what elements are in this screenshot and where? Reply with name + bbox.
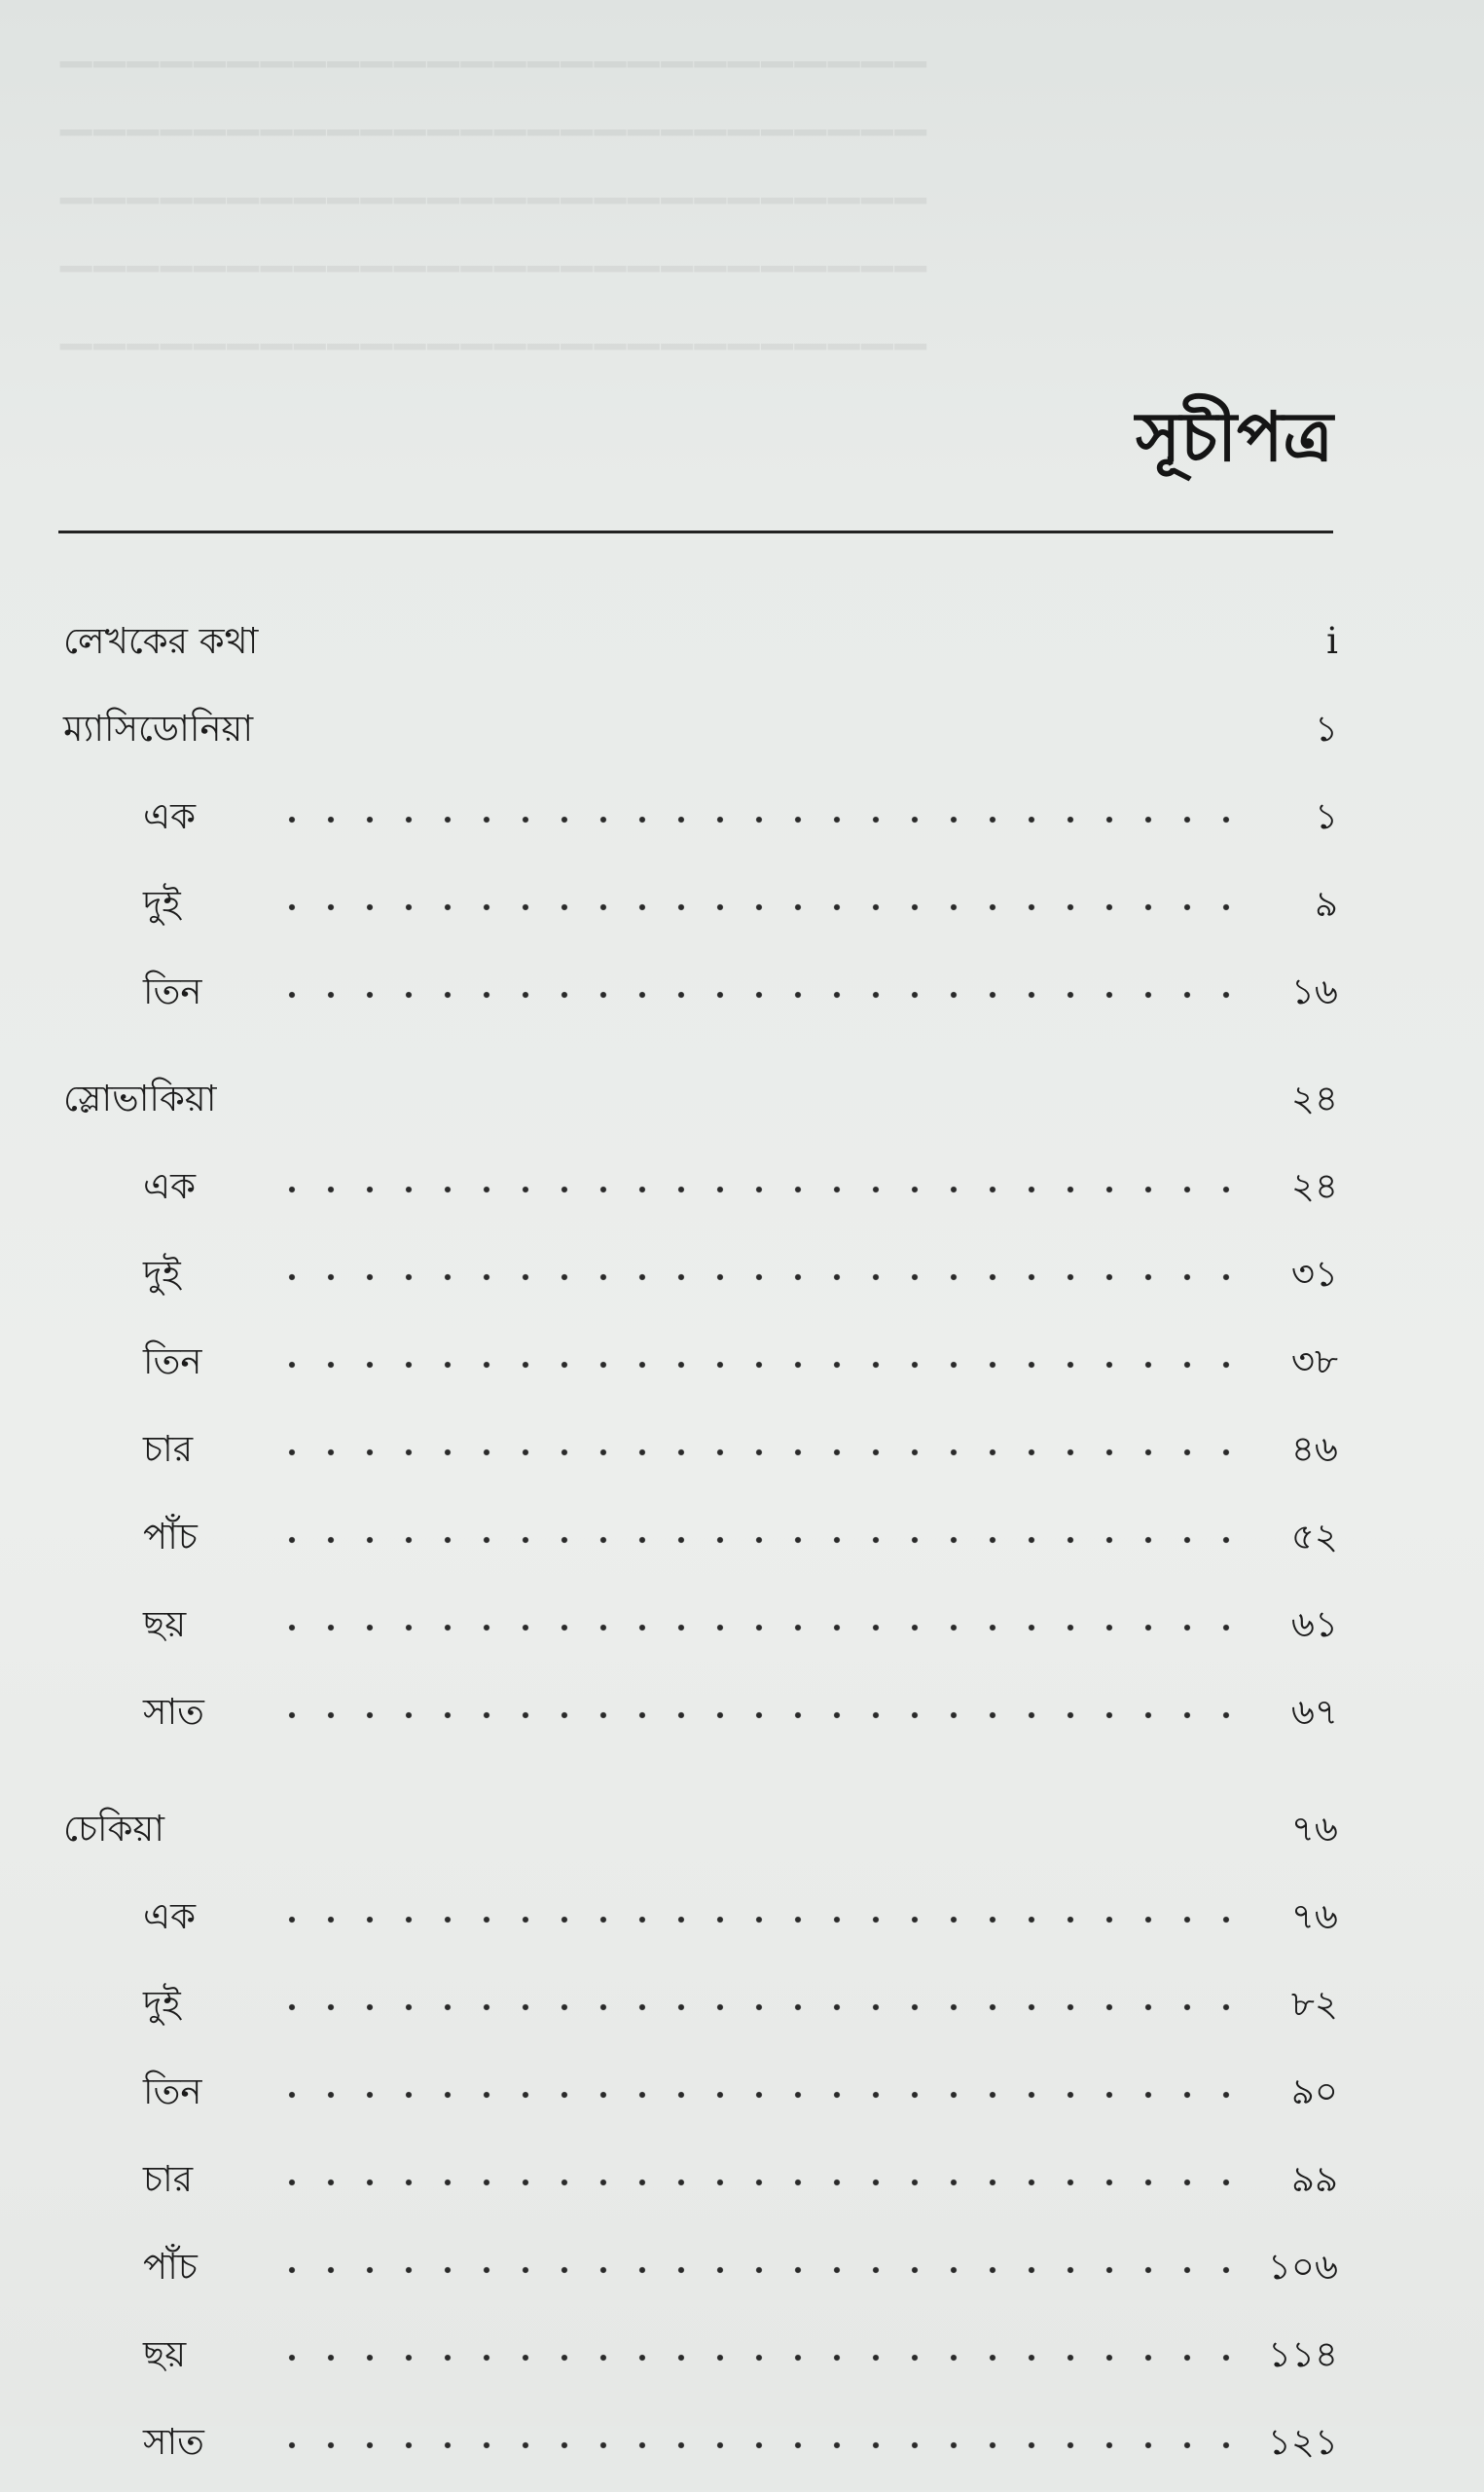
toc-chapter-entry — [63, 2158, 1338, 2229]
dot-leader — [272, 812, 1255, 827]
toc-section-entry — [63, 708, 1338, 779]
toc-page-number: ৭৬ — [1290, 1808, 1338, 1850]
toc-page-number: ৩১ — [1290, 1253, 1338, 1295]
dot-leader — [272, 1707, 1255, 1723]
dot-leader — [272, 2350, 1255, 2365]
dot-leader — [272, 987, 1255, 1003]
toc-entry-title: ছয় — [143, 2333, 187, 2375]
toc-chapter-entry — [63, 2421, 1338, 2492]
toc-page-number: ২৪ — [1290, 1165, 1338, 1207]
toc-entry-title: তিন — [143, 1340, 202, 1382]
toc-entry-title: দুই — [143, 883, 181, 925]
toc-page-number: ৯ — [1314, 883, 1338, 925]
toc-entry-title: ছয় — [143, 1603, 187, 1645]
toc-section-entry — [63, 1808, 1338, 1879]
toc-entry-title: সাত — [143, 1691, 204, 1733]
toc-page-number: ১০৬ — [1267, 2246, 1338, 2288]
dot-leader — [272, 1532, 1255, 1548]
toc-page-number: ১২১ — [1267, 2421, 1338, 2463]
toc-page-number: ১ — [1314, 708, 1338, 750]
bleed-through: ▁▁▁▁▁▁▁▁▁▁▁▁▁▁▁▁▁▁▁▁▁▁▁▁▁▁ — [58, 19, 926, 67]
toc-chapter-entry — [63, 795, 1338, 866]
dot-leader — [272, 899, 1255, 915]
toc-entry-title: সাত — [143, 2421, 204, 2463]
dot-leader — [272, 2437, 1255, 2453]
toc-entry-title: ম্যাসিডোনিয়া — [63, 708, 254, 750]
toc-entry-title: তিন — [143, 2071, 202, 2112]
dot-leader — [272, 1912, 1255, 1927]
dot-leader — [272, 1357, 1255, 1373]
dot-leader — [272, 1269, 1255, 1285]
toc-chapter-entry — [63, 883, 1338, 954]
toc-entry-title: চার — [143, 1428, 194, 1470]
toc-chapter-entry — [63, 1603, 1338, 1674]
toc-chapter-entry — [63, 1165, 1338, 1236]
toc-chapter-entry — [63, 2333, 1338, 2404]
toc-page-number: i — [1326, 620, 1338, 662]
toc-page-number: ৫২ — [1290, 1516, 1338, 1558]
toc-entry-title: এক — [143, 1895, 197, 1937]
toc-page-number: ৯০ — [1290, 2071, 1338, 2112]
toc-page-number: ৬১ — [1290, 1603, 1338, 1645]
toc-entry-title: দুই — [143, 1983, 181, 2025]
toc-page-number: ৮২ — [1290, 1983, 1338, 2025]
toc-chapter-entry — [63, 1895, 1338, 1966]
toc-page-number: ১১৪ — [1267, 2333, 1338, 2375]
dot-leader — [272, 1445, 1255, 1460]
toc-page-number: ৬৭ — [1290, 1691, 1338, 1733]
toc-entry-title: তিন — [143, 971, 202, 1012]
toc-chapter-entry — [63, 1983, 1338, 2054]
bleed-through: ▁▁▁▁▁▁▁▁▁▁▁▁▁▁▁▁▁▁▁▁▁▁▁▁▁▁ — [58, 302, 926, 349]
toc-chapter-entry — [63, 973, 1338, 1042]
dot-leader — [272, 1620, 1255, 1635]
page-title: সূচীপত্র — [1136, 396, 1333, 477]
dot-leader — [272, 2175, 1255, 2190]
toc-page-number: ১৬ — [1290, 971, 1338, 1012]
toc-page-number: ২৪ — [1290, 1078, 1338, 1119]
toc-entry-title: পাঁচ — [143, 2246, 198, 2288]
toc-page-number: ৯৯ — [1290, 2158, 1338, 2200]
toc-entry-title: চেকিয়া — [63, 1808, 164, 1850]
toc-chapter-entry — [63, 2246, 1338, 2317]
toc-chapter-entry — [63, 1691, 1338, 1762]
toc-entry-title: দুই — [143, 1253, 181, 1295]
dot-leader — [272, 1999, 1255, 2015]
toc-entry-title: এক — [143, 1165, 197, 1207]
dot-leader — [272, 1182, 1255, 1197]
toc-entry-title: পাঁচ — [143, 1516, 198, 1558]
toc-chapter-entry — [63, 1340, 1338, 1411]
toc-page-number: ১ — [1314, 795, 1338, 837]
toc-entry-title: চার — [143, 2158, 194, 2200]
toc-chapter-entry — [63, 1253, 1338, 1324]
bleed-through: ▁▁▁▁▁▁▁▁▁▁▁▁▁▁▁▁▁▁▁▁▁▁▁▁▁▁ — [58, 224, 926, 272]
toc-section-entry — [63, 1078, 1338, 1149]
toc-chapter-entry — [63, 2073, 1338, 2142]
toc-chapter-entry — [63, 1428, 1338, 1499]
toc-section-entry — [63, 620, 1338, 691]
toc-entry-title: লেখকের কথা — [63, 620, 259, 662]
toc-chapter-entry — [63, 1516, 1338, 1587]
toc-page-number: ৩৮ — [1290, 1340, 1338, 1382]
toc-page-number: ৪৬ — [1290, 1428, 1338, 1470]
dot-leader — [272, 2262, 1255, 2278]
toc-entry-title: এক — [143, 795, 197, 837]
title-divider — [58, 531, 1333, 533]
bleed-through: ▁▁▁▁▁▁▁▁▁▁▁▁▁▁▁▁▁▁▁▁▁▁▁▁▁▁ — [58, 156, 926, 203]
toc-page-number: ৭৬ — [1290, 1895, 1338, 1937]
dot-leader — [272, 2087, 1255, 2103]
bleed-through: ▁▁▁▁▁▁▁▁▁▁▁▁▁▁▁▁▁▁▁▁▁▁▁▁▁▁ — [58, 88, 926, 135]
toc-entry-title: স্লোভাকিয়া — [63, 1078, 217, 1119]
